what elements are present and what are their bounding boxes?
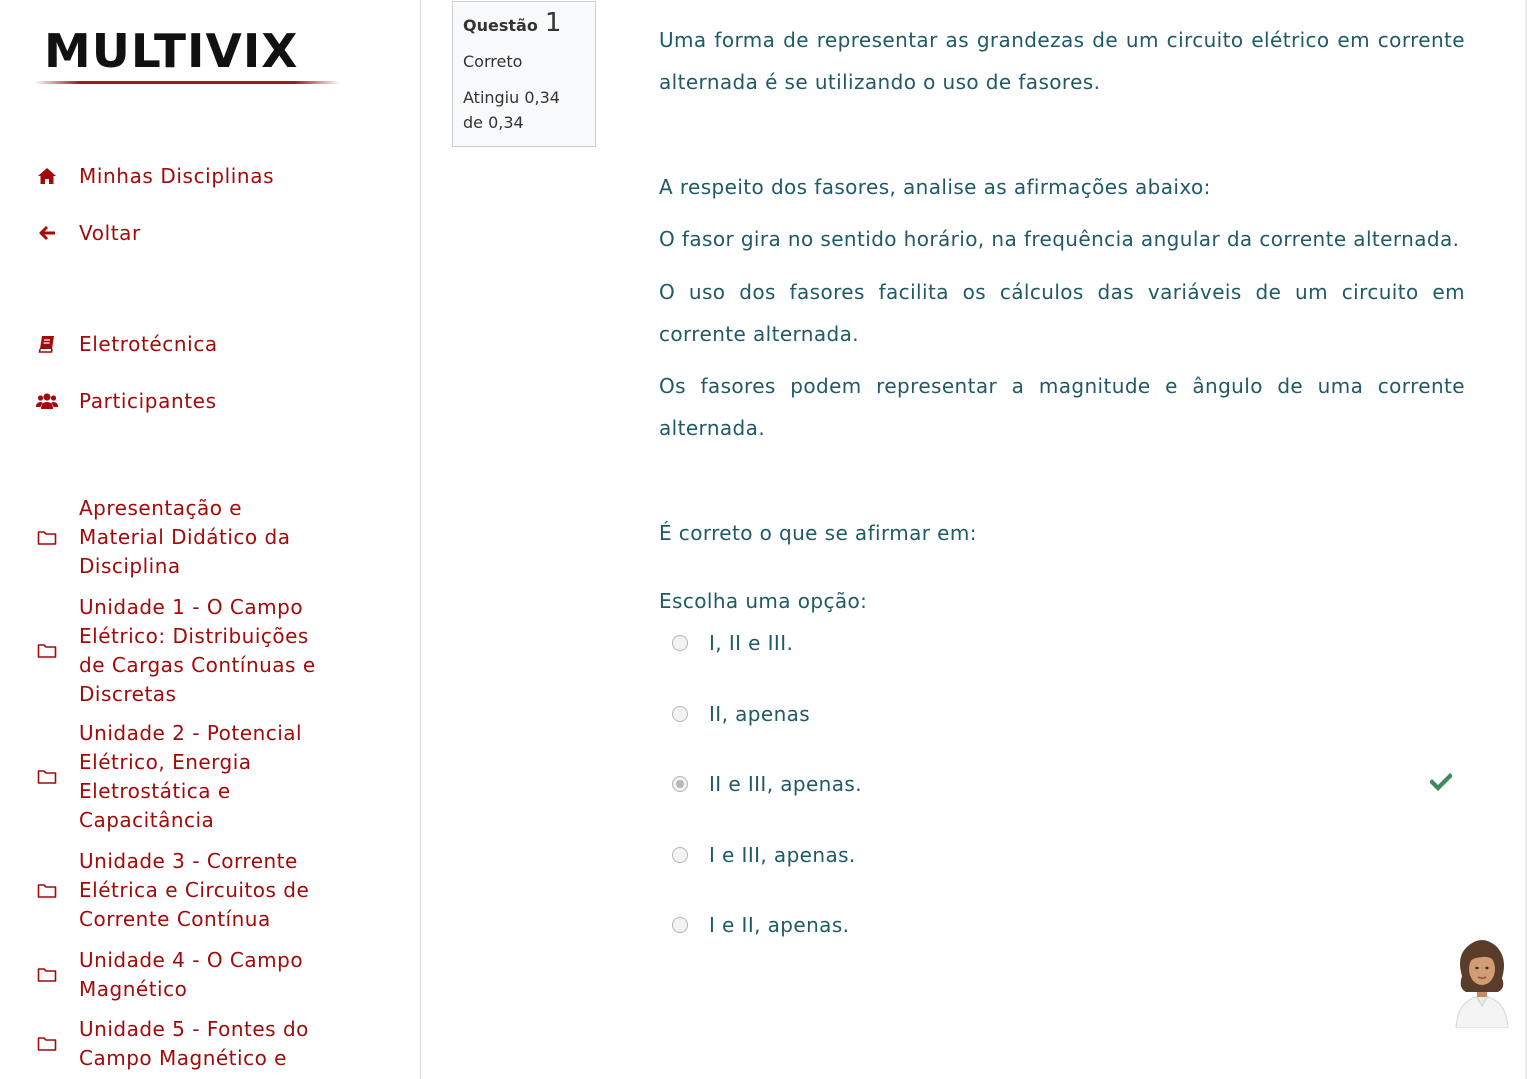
folder-icon: [36, 964, 58, 986]
question-grade: Atingiu 0,34 de 0,34: [463, 88, 560, 132]
folder-icon: [36, 766, 58, 788]
section-unidade-1[interactable]: [36, 593, 334, 709]
answer-option[interactable]: [659, 694, 1465, 734]
arrow-left-icon: [36, 222, 58, 244]
section-unidade-2[interactable]: [36, 719, 334, 835]
folder-icon: [36, 640, 58, 662]
section-label: Unidade 5 - Fontes do Campo Magnético e: [79, 1017, 309, 1070]
radio-button[interactable]: [672, 917, 688, 933]
section-unidade-3[interactable]: [36, 847, 334, 934]
question-info: [452, 1, 596, 147]
answer-option-selected[interactable]: [659, 764, 1465, 804]
nav-participantes-label: Participantes: [79, 389, 217, 413]
section-label: Unidade 2 - Potencial Elétrico, Energia Eletrostática e Capacitância: [79, 721, 303, 832]
section-label: Unidade 4 - O Campo Magnético: [79, 948, 304, 1001]
radio-button[interactable]: [672, 847, 688, 863]
sidebar: [0, 0, 421, 1079]
users-icon: [36, 390, 58, 412]
answer-prompt: Escolha uma opção:: [659, 589, 868, 613]
question-state: Correto: [463, 52, 523, 71]
logo-text: MULTIVIX: [44, 24, 299, 78]
question-heading: [463, 8, 585, 38]
section-label: Apresentação e Material Didático da Disciplina: [79, 496, 291, 578]
question-label: Questão: [463, 16, 538, 35]
radio-button[interactable]: [672, 706, 688, 722]
question-paragraph: A respeito dos fasores, analise as afirmações abaixo:: [659, 175, 1211, 199]
nav-eletrotecnica[interactable]: [36, 332, 218, 356]
nav-minhas-disciplinas[interactable]: [36, 164, 274, 188]
radio-button-checked[interactable]: [672, 776, 688, 792]
option-label: II e III, apenas.: [709, 772, 862, 796]
section-label: Unidade 3 - Corrente Elétrica e Circuitos de Corrente Contínua: [79, 849, 310, 931]
logo-underline: [34, 81, 340, 84]
book-icon: [36, 333, 58, 355]
question-paragraph: Uma forma de representar as grandezas de um circuito elétrico em corrente alternada é se utilizando o uso de fasores.: [659, 28, 1465, 94]
nav-participantes[interactable]: [36, 389, 217, 413]
multivix-logo[interactable]: [34, 24, 340, 88]
option-label: I e III, apenas.: [709, 843, 856, 867]
section-label: Unidade 1 - O Campo Elétrico: Distribuições de Cargas Contínuas e Discretas: [79, 595, 316, 706]
nav-voltar-label: Voltar: [79, 221, 141, 245]
answer-option[interactable]: [659, 835, 1465, 875]
question-number: 1: [544, 8, 562, 38]
question-ask: É correto o que se afirmar em:: [659, 521, 977, 545]
assistant-avatar[interactable]: [1450, 936, 1514, 1028]
section-unidade-5[interactable]: [36, 1015, 334, 1073]
statement-3: Os fasores podem representar a magnitude e ângulo de uma corrente alternada.: [659, 374, 1465, 440]
option-label: I e II, apenas.: [709, 913, 850, 937]
option-label: I, II e III.: [709, 631, 794, 655]
answer-option[interactable]: [659, 905, 1465, 945]
nav-minhas-disciplinas-label: Minhas Disciplinas: [79, 164, 275, 188]
option-label: II, apenas: [709, 702, 811, 726]
radio-button[interactable]: [672, 635, 688, 651]
answer-option[interactable]: [659, 623, 1465, 663]
home-icon: [36, 165, 58, 187]
nav-eletrotecnica-label: Eletrotécnica: [79, 332, 218, 356]
folder-icon: [36, 880, 58, 902]
folder-icon: [36, 1033, 58, 1055]
statement-1: O fasor gira no sentido horário, na frequência angular da corrente alternada.: [659, 227, 1460, 251]
nav-voltar[interactable]: [36, 221, 141, 245]
statement-2: O uso dos fasores facilita os cálculos das variáveis de um circuito em corrente alternada.: [659, 280, 1465, 346]
folder-icon: [36, 527, 58, 549]
section-apresentacao[interactable]: [36, 494, 334, 581]
section-unidade-4[interactable]: [36, 946, 334, 1004]
